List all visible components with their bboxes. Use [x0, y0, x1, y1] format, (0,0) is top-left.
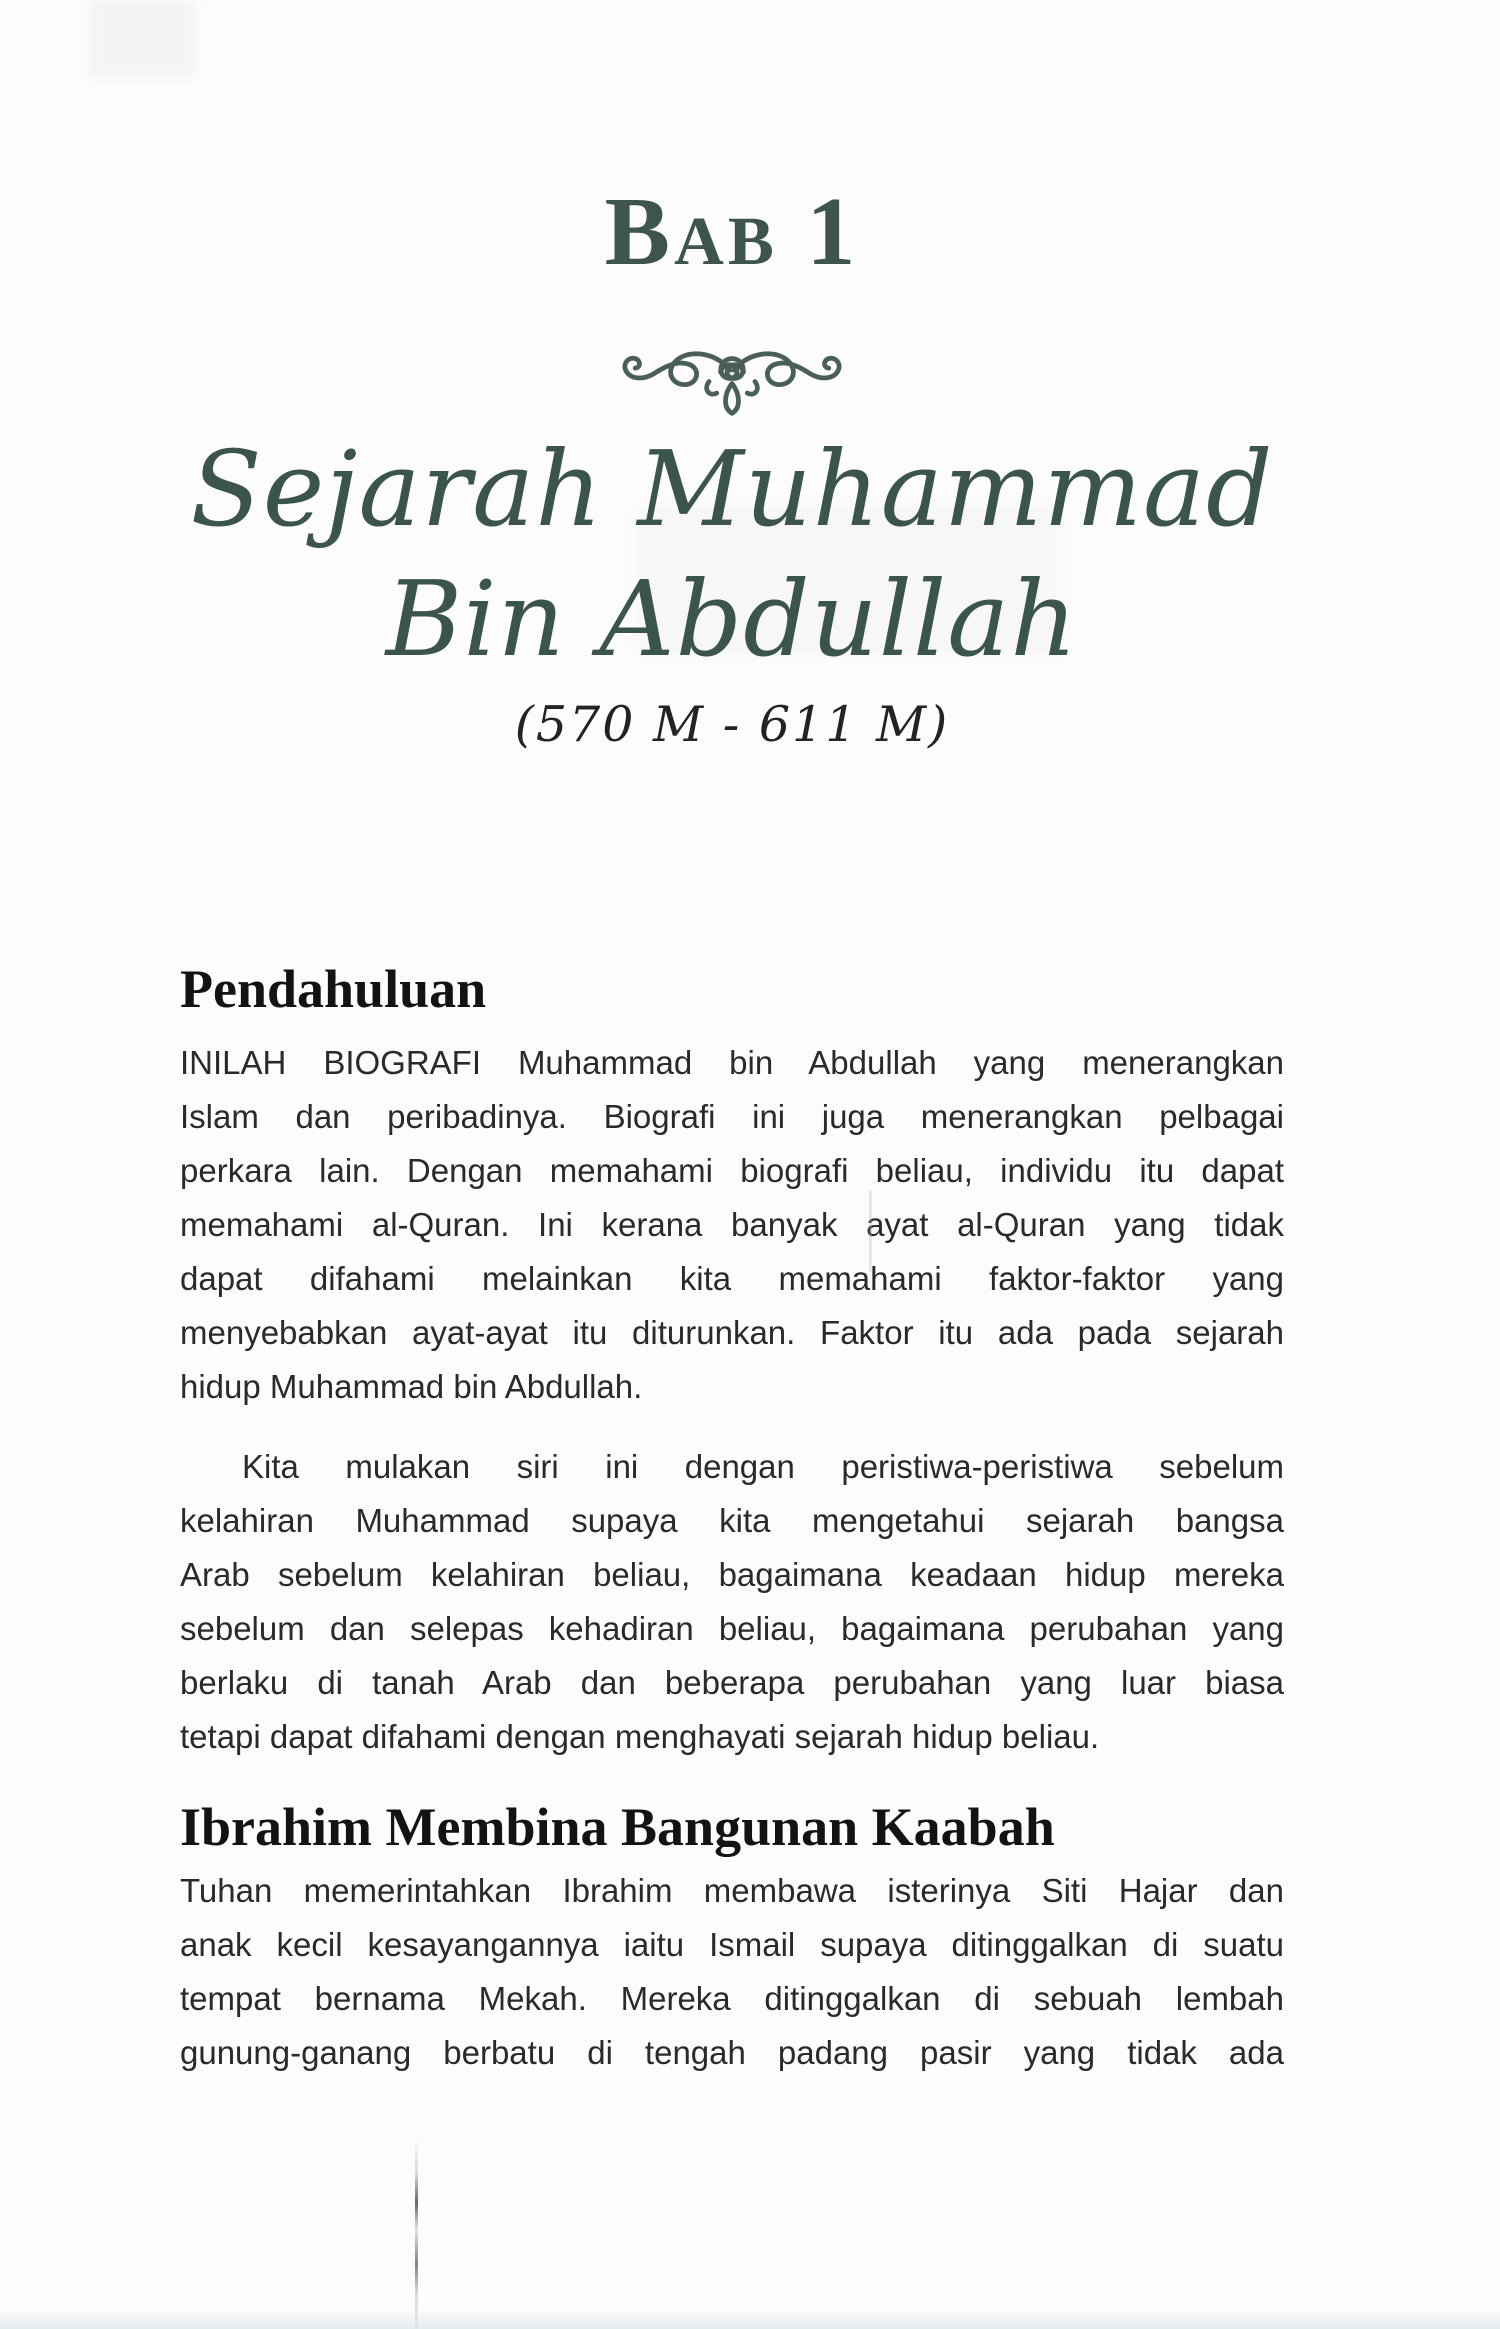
text-line: menyebabkan ayat-ayat itu diturunkan. Faktor itu ada pada sejarah [180, 1314, 1284, 1351]
page-bottom-edge-tint [0, 2310, 1500, 2329]
text-line: Arab sebelum kelahiran beliau, bagaimana keadaan hidup mereka [180, 1556, 1284, 1593]
scan-pen-mark [415, 2138, 418, 2329]
text-line: anak kecil kesayangannya iaitu Ismail supaya ditinggalkan di suatu [180, 1926, 1284, 1963]
text-line: sebelum dan selepas kehadiran beliau, bagaimana perubahan yang [180, 1610, 1284, 1647]
text-line: tempat bernama Mekah. Mereka ditinggalkan di sebuah lembah [180, 1980, 1284, 2017]
book-title [180, 424, 1284, 684]
text-line: perkara lain. Dengan memahami biografi beliau, individu itu dapat [180, 1152, 1284, 1189]
text-line: gunung-ganang berbatu di tengah padang pasir yang tidak ada [180, 2034, 1284, 2071]
ornament-divider-icon [180, 322, 1284, 427]
text-line: Islam dan peribadinya. Biografi ini juga menerangkan pelbagai [180, 1098, 1284, 1135]
text-line: INILAH BIOGRAFI Muhammad bin Abdullah yang menerangkan [180, 1044, 1284, 1081]
chapter-label: Bab 1 [604, 178, 860, 286]
text-line: tetapi dapat difahami dengan menghayati sejarah hidup beliau. [180, 1718, 1100, 1755]
text-line: memahami al-Quran. Ini kerana banyak ayat al-Quran yang tidak [180, 1206, 1284, 1243]
book-title-line1: Sejarah Muhammad [190, 428, 1274, 550]
paragraph-intro-2 [180, 1440, 1284, 1764]
text-line: Kita mulakan siri ini dengan peristiwa-peristiwa sebelum [242, 1448, 1284, 1485]
section-heading-pendahuluan: Pendahuluan [180, 959, 487, 1019]
section-heading-kaabah: Ibrahim Membina Bangunan Kaabah [180, 1797, 1055, 1857]
subtitle-years: (570 M - 611 M) [514, 696, 950, 753]
text-line: berlaku di tanah Arab dan beberapa perubahan yang luar biasa [180, 1664, 1284, 1701]
text-line: hidup Muhammad bin Abdullah. [180, 1368, 643, 1405]
paragraph-intro-1 [180, 1036, 1284, 1414]
book-title-line2: Bin Abdullah [385, 558, 1079, 680]
scan-smudge [90, 0, 195, 78]
text-line: kelahiran Muhammad supaya kita mengetahui sejarah bangsa [180, 1502, 1284, 1539]
text-line: dapat difahami melainkan kita memahami faktor-faktor yang [180, 1260, 1284, 1297]
text-line: Tuhan memerintahkan Ibrahim membawa isterinya Siti Hajar dan [180, 1872, 1284, 1909]
scan-streak [869, 1190, 872, 1272]
paragraph-kaabah-1 [180, 1864, 1284, 2080]
